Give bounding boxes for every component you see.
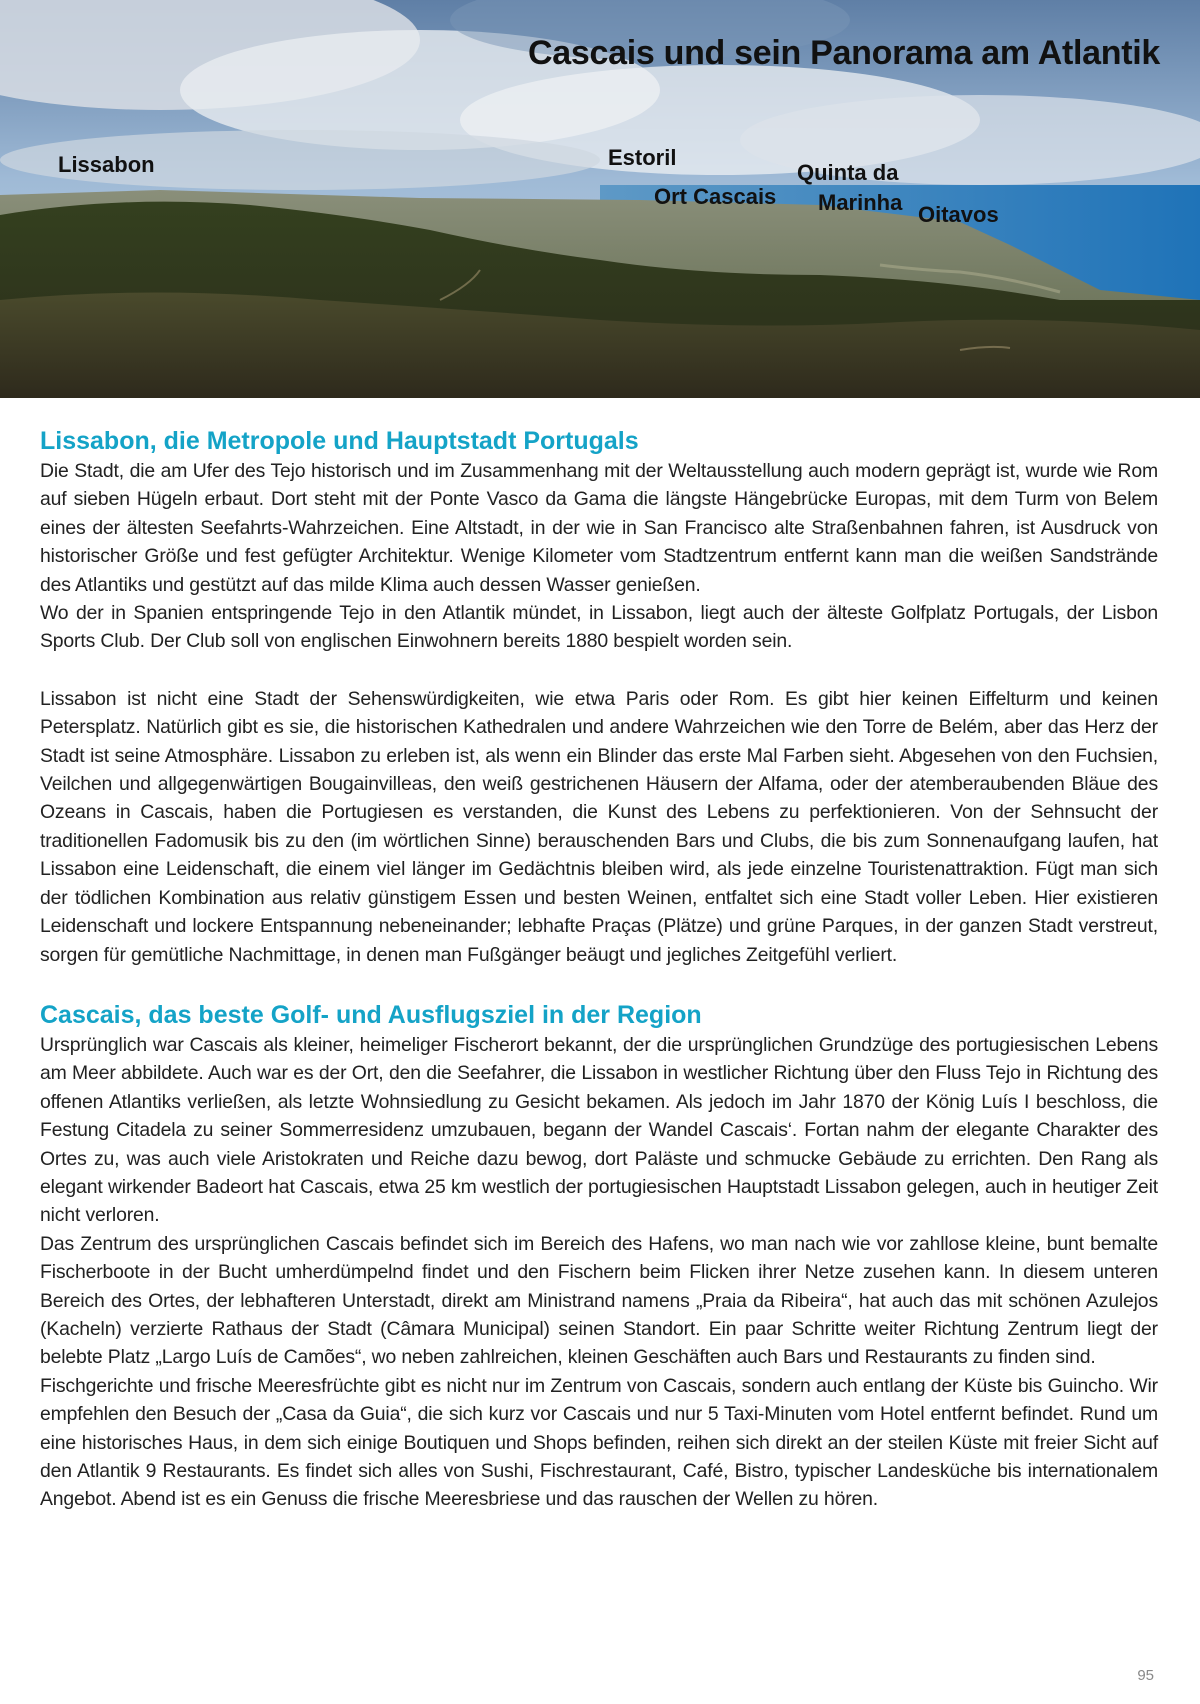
label-quinta-da: Quinta da xyxy=(797,160,899,185)
article-body xyxy=(40,425,1158,1514)
section-heading: Cascais, das beste Golf- und Ausflugsziel in der Region xyxy=(40,1000,702,1029)
label-ort-cascais: Ort Cascais xyxy=(654,184,777,209)
paragraph: Wo der in Spanien entspringende Tejo in den Atlantik mündet, in Lissabon, liegt auch der älteste Golfplatz Portugals, der Lisbon Sports Club. Der Club soll von englischen Einwohnern bereits 1880 bespielt worden sein. xyxy=(40,602,1158,653)
label-oitavos: Oitavos xyxy=(918,202,999,227)
hero-panorama xyxy=(0,0,1200,398)
paragraph: Fischgerichte und frische Meeresfrüchte gibt es nicht nur im Zentrum von Cascais, sondern auch entlang der Küste bis Guincho. Wir empfehlen den Besuch der „Casa da Guia“, die sich kurz vor Cascais und nur 5 Taxi-Minuten vom Hotel entfernt befindet. Rund um eine historisches Haus, in dem sich einige Boutiquen und Shops befinden, reihen sich direkt an der steilen Küste mit freier Sicht auf den Atlantik 9 Restaurants. Es findet sich alles von Sushi, Fischrestaurant, Café, Bistro, typischer Landesküche bis internationalem Angebot. Abend ist es ein Genuss die frische Meeresbriese und das rauschen der Wellen zu hören. xyxy=(40,1374,1158,1511)
section-cascais xyxy=(40,999,1158,1514)
hero-title: Cascais und sein Panorama am Atlantik xyxy=(528,34,1160,72)
paragraph: Ursprünglich war Cascais als kleiner, heimeliger Fischerort bekannt, der die ursprünglichen Grundzüge des portugiesischen Lebens am Meer abbildete. Auch war es der Ort, den die Seefahrer, die Lissabon in westlicher Richtung über den Fluss Tejo in Richtung des offenen Atlantiks verließen, als letzte Wohnsiedlung zu Gesicht bekamen. Als jedoch im Jahr 1870 der König Luís I beschloss, die Festung Citadela zu seiner Sommerresidenz umzubauen, begann der Wandel Cascais‘. Fortan nahm der elegante Charakter des Ortes zu, was auch viele Aristokraten und Reiche dazu bewog, dort Paläste und schmucke Gebäude zu errichten. Den Rang als elegant wirkender Badeort hat Cascais, etwa 25 km westlich der portugiesischen Hauptstadt Lissabon gelegen, auch in heutiger Zeit nicht verloren. xyxy=(40,1033,1158,1227)
section-heading: Lissabon, die Metropole und Hauptstadt Portugals xyxy=(40,427,639,455)
label-estoril: Estoril xyxy=(608,145,677,170)
paragraph: Das Zentrum des ursprünglichen Cascais befindet sich im Bereich des Hafens, wo man nach wie vor zahllose kleine, bunt bemalte Fischerboote in der Bucht umherdümpelnd findet und den Fischern beim Flicken ihrer Netze zusehen kann. In diesem unteren Bereich des Ortes, der lebhafteren Unterstadt, direkt am Ministrand namens „Praia da Ribeira“, hat auch das mit schönen Azulejos (Kacheln) verzierte Rathaus der Stadt (Câmara Municipal) seinen Standort. Ein paar Schritte weiter Richtung Zentrum liegt der belebte Platz „Largo Luís de Camões“, wo neben zahlreichen, kleinen Geschäften auch Bars und Restaurants zu finden sind. xyxy=(40,1232,1158,1369)
paragraph: Die Stadt, die am Ufer des Tejo historisch und im Zusammenhang mit der Weltausstellung auch modern geprägt ist, wurde wie Rom auf sieben Hügeln erbaut. Dort steht mit der Ponte Vasco da Gama die längste Hängebrücke Europas, mit dem Turm von Belem eines der ältesten Seefahrts-Wahrzeichen. Eine Altstadt, in der wie in San Francisco alte Straßenbahnen fahren, ist Ausdruck von historischer Größe und fest gefügter Architektur. Wenige Kilometer vom Stadtzentrum entfernt kann man die weißen Sandstrände des Atlantiks und gestützt auf das milde Klima auch dessen Wasser genießen. xyxy=(40,460,1158,596)
label-lissabon: Lissabon xyxy=(58,152,155,177)
page-number: 95 xyxy=(1137,1667,1154,1684)
label-marinha: Marinha xyxy=(818,190,903,215)
section-lissabon xyxy=(40,425,1158,969)
paragraph: Lissabon ist nicht eine Stadt der Sehenswürdigkeiten, wie etwa Paris oder Rom. Es gibt hier keinen Eiffelturm und keinen Petersplatz. Natürlich gibt es sie, die historischen Kathedralen und andere Wahrzeichen wie den Torre de Belém, aber das Herz der Stadt ist seine Atmosphäre. Lissabon zu erleben ist, als wenn ein Blinder das erste Mal Farben sieht. Abgesehen von den Fuchsien, Veilchen und allgegenwärtigen Bougainvilleas, den weiß gestrichenen Häusern der Alfama, oder der atemberaubenden Bläue des Ozeans in Cascais, haben die Portugiesen es verstanden, die Kunst des Lebens zu perfektionieren. Von der Sehnsucht der traditionellen Fadomusik bis zu den (im wörtlichen Sinne) berauschenden Bars und Clubs, die bis zum Sonnenaufgang laufen, hat Lissabon eine Leidenschaft, die einem viel länger im Gedächtnis bleiben wird, als jede einzelne Touristenattraktion. Fügt man sich der tödlichen Kombination aus relativ günstigem Essen und besten Weinen, entfaltet sich eine Stadt voller Leben. Hier existieren Leidenschaft und lockere Entspannung nebeneinander; lebhafte Praças (Plätze) und grüne Parques, in der ganzen Stadt verstreut, sorgen für gemütliche Nachmittage, in denen man Fußgänger beäugt und jegliches Zeitgefühl verliert. xyxy=(40,687,1158,966)
